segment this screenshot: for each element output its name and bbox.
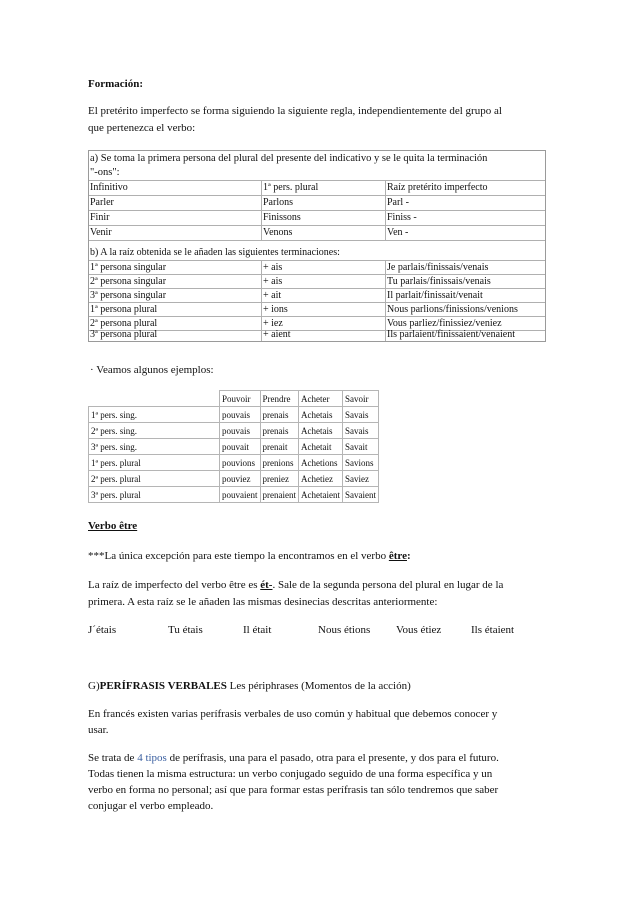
perifrasis-p1-line2: usar. [88, 724, 109, 736]
table-cell: prenais [260, 423, 298, 439]
table-header-cell: Prendre [260, 391, 298, 407]
rule-b-row-cell: Je parlais/finissais/venais [387, 262, 489, 273]
table-cell: pouvais [220, 407, 261, 423]
formacion-intro-line1: El pretérito imperfecto se forma siguiendo la siguiente regla, independientemente del grupo al [88, 105, 502, 117]
rule-a-row-cell: Venir [90, 227, 112, 238]
rule-b-row-cell: 2ª persona singular [90, 276, 167, 287]
table-row [89, 455, 379, 471]
perifrasis-p2-line4: conjugar el verbo empleado. [88, 800, 214, 812]
rule-b-row-cell: 3ª persona plural [90, 329, 158, 340]
rule-a-row-cell: Parlons [263, 197, 293, 208]
perifrasis-p1-line1: En francés existen varias perífrasis verbales de uso común y habitual que debemos conocer y [88, 708, 498, 720]
examples-table [88, 390, 379, 503]
table-header-cell: Pouvoir [220, 391, 261, 407]
etre-exception-prefix: ***La única excepción para este tiempo la encontramos en el verbo [88, 550, 389, 562]
conjugation-item: J´étais [88, 624, 117, 636]
conjugation-item: Il était [243, 624, 272, 636]
perifrasis-tipos: 4 tipos [137, 752, 167, 764]
table-cell: preniez [260, 471, 298, 487]
table-cell: prenaient [260, 487, 298, 503]
perifrasis-p2-line2: Todas tienen la misma estructura: un verbo conjugado seguido de una forma específica y un [88, 768, 493, 780]
rule-a-header-infinitivo: Infinitivo [90, 182, 128, 193]
table-row [89, 487, 379, 503]
table-cell: 3ª pers. plural [89, 487, 220, 503]
table-cell: pouvais [220, 423, 261, 439]
perifrasis-heading: PERÍFRASIS VERBALES [99, 680, 227, 692]
table-cell: Achetais [298, 407, 342, 423]
table-row [89, 407, 379, 423]
rule-a-row-cell: Venons [263, 227, 293, 238]
rule-a-header-plural: 1ª pers. plural [263, 182, 319, 193]
rule-a-row-cell: Finissons [263, 212, 301, 223]
rule-b-row-cell: 2ª persona plural [90, 318, 158, 329]
rule-a-line2: "-ons": [90, 167, 120, 178]
table-cell: Savais [342, 423, 378, 439]
rule-a-line1: a) Se toma la primera persona del plural del presente del indicativo y se le quita la terminación [90, 153, 488, 164]
rule-b-row-cell: Vous parliez/finissiez/veniez [387, 318, 502, 329]
examples-intro: · Veamos algunos ejemplos: [90, 364, 214, 376]
etre-root: ét- [260, 579, 273, 591]
perifrasis-subtitle: Les périphrases (Momentos de la acción) [226, 680, 411, 692]
etre-root-line2: primera. A esta raíz se le añaden las mismas desinecias descritas anteriormente: [88, 596, 438, 608]
rule-b-row-cell: Tu parlais/finissais/venais [387, 276, 491, 287]
rule-b-row-cell: + aient [263, 329, 291, 340]
table-cell: Savaient [342, 487, 378, 503]
table-header-cell: Savoir [342, 391, 378, 407]
table-header-cell: Acheter [298, 391, 342, 407]
etre-exception-verb: être [388, 550, 407, 562]
table-cell: prenais [260, 407, 298, 423]
table-row [89, 471, 379, 487]
rule-a-row-cell: Finir [90, 212, 110, 223]
table-cell: Achetiez [298, 471, 342, 487]
rule-a-row-cell: Parler [90, 197, 114, 208]
table-cell: prenions [260, 455, 298, 471]
table-cell [89, 391, 220, 407]
conjugation-item: Ils étaient [471, 624, 515, 636]
etre-exception-suffix: : [406, 550, 411, 562]
conjugation-item: Tu étais [168, 624, 203, 636]
perifrasis-p2-line1 [88, 750, 499, 766]
table-cell: Achetaient [298, 487, 342, 503]
rule-b-row-cell: Nous parlions/finissions/venions [387, 304, 518, 315]
perifrasis-prefix: G) [88, 680, 100, 692]
rule-b-row-cell: + ions [263, 304, 288, 315]
table-cell: 1ª pers. plural [89, 455, 220, 471]
table-row [89, 439, 379, 455]
rule-b-row-cell: + ait [263, 290, 282, 301]
table-cell: Achetais [298, 423, 342, 439]
etre-heading: Verbo être [88, 520, 138, 532]
table-cell: pouvait [220, 439, 261, 455]
table-cell: pouviez [220, 471, 261, 487]
table-cell: 2ª pers. plural [89, 471, 220, 487]
table-cell: 1ª pers. sing. [89, 407, 220, 423]
table-cell: Savais [342, 407, 378, 423]
rule-b-row-cell: 1ª persona singular [90, 262, 167, 273]
table-cell: pouvions [220, 455, 261, 471]
conjugation-item: Nous étions [318, 624, 371, 636]
table-cell: prenait [260, 439, 298, 455]
table-cell: 3ª pers. sing. [89, 439, 220, 455]
rule-box [88, 150, 546, 342]
formacion-intro-line2: que pertenezca el verbo: [88, 122, 196, 134]
formacion-heading: Formación: [88, 78, 143, 90]
etre-root-line1 [88, 577, 503, 593]
rule-a-row-cell: Parl - [387, 197, 409, 208]
rule-b-row-cell: 3ª persona singular [90, 290, 167, 301]
conjugation-item: Vous étiez [396, 624, 442, 636]
etre-root-line1-b: . Sale de la segunda persona del plural en lugar de la [272, 579, 504, 591]
rule-b-row-cell: + ais [263, 276, 283, 287]
etre-root-line1-a: La raíz de imperfecto del verbo être es [88, 579, 261, 591]
perifrasis-p2-b: de perífrasis, una para el pasado, otra para el presente, y dos para el futuro. [166, 752, 499, 764]
table-row [89, 423, 379, 439]
rule-b-row-cell: + ais [263, 262, 283, 273]
table-cell: Achetait [298, 439, 342, 455]
rule-a-header-raiz: Raíz pretérito imperfecto [387, 182, 488, 193]
table-cell: Savait [342, 439, 378, 455]
rule-a-row-cell: Ven - [387, 227, 409, 238]
table-cell: 2ª pers. sing. [89, 423, 220, 439]
rule-a-row-cell: Finiss - [387, 212, 417, 223]
rule-b-row-cell: Il parlait/finissait/venait [387, 290, 483, 301]
perifrasis-heading-line [88, 678, 411, 694]
table-cell: pouvaient [220, 487, 261, 503]
perifrasis-p2-line3: verbo en forma no personal; así que para formar estas perífrasis tan sólo tendremos que saber [88, 784, 499, 796]
rule-b-row-cell: + iez [263, 318, 283, 329]
rule-b-line: b) A la raíz obtenida se le añaden las siguientes terminaciones: [90, 247, 340, 258]
rule-b-row-cell: Ils parlaient/finissaient/venaient [387, 329, 516, 340]
etre-exception [88, 548, 411, 564]
table-cell: Achetions [298, 455, 342, 471]
perifrasis-p2-a: Se trata de [88, 752, 138, 764]
rule-b-row-cell: 1ª persona plural [90, 304, 158, 315]
table-row [89, 391, 379, 407]
table-cell: Saviez [342, 471, 378, 487]
table-cell: Savions [342, 455, 378, 471]
